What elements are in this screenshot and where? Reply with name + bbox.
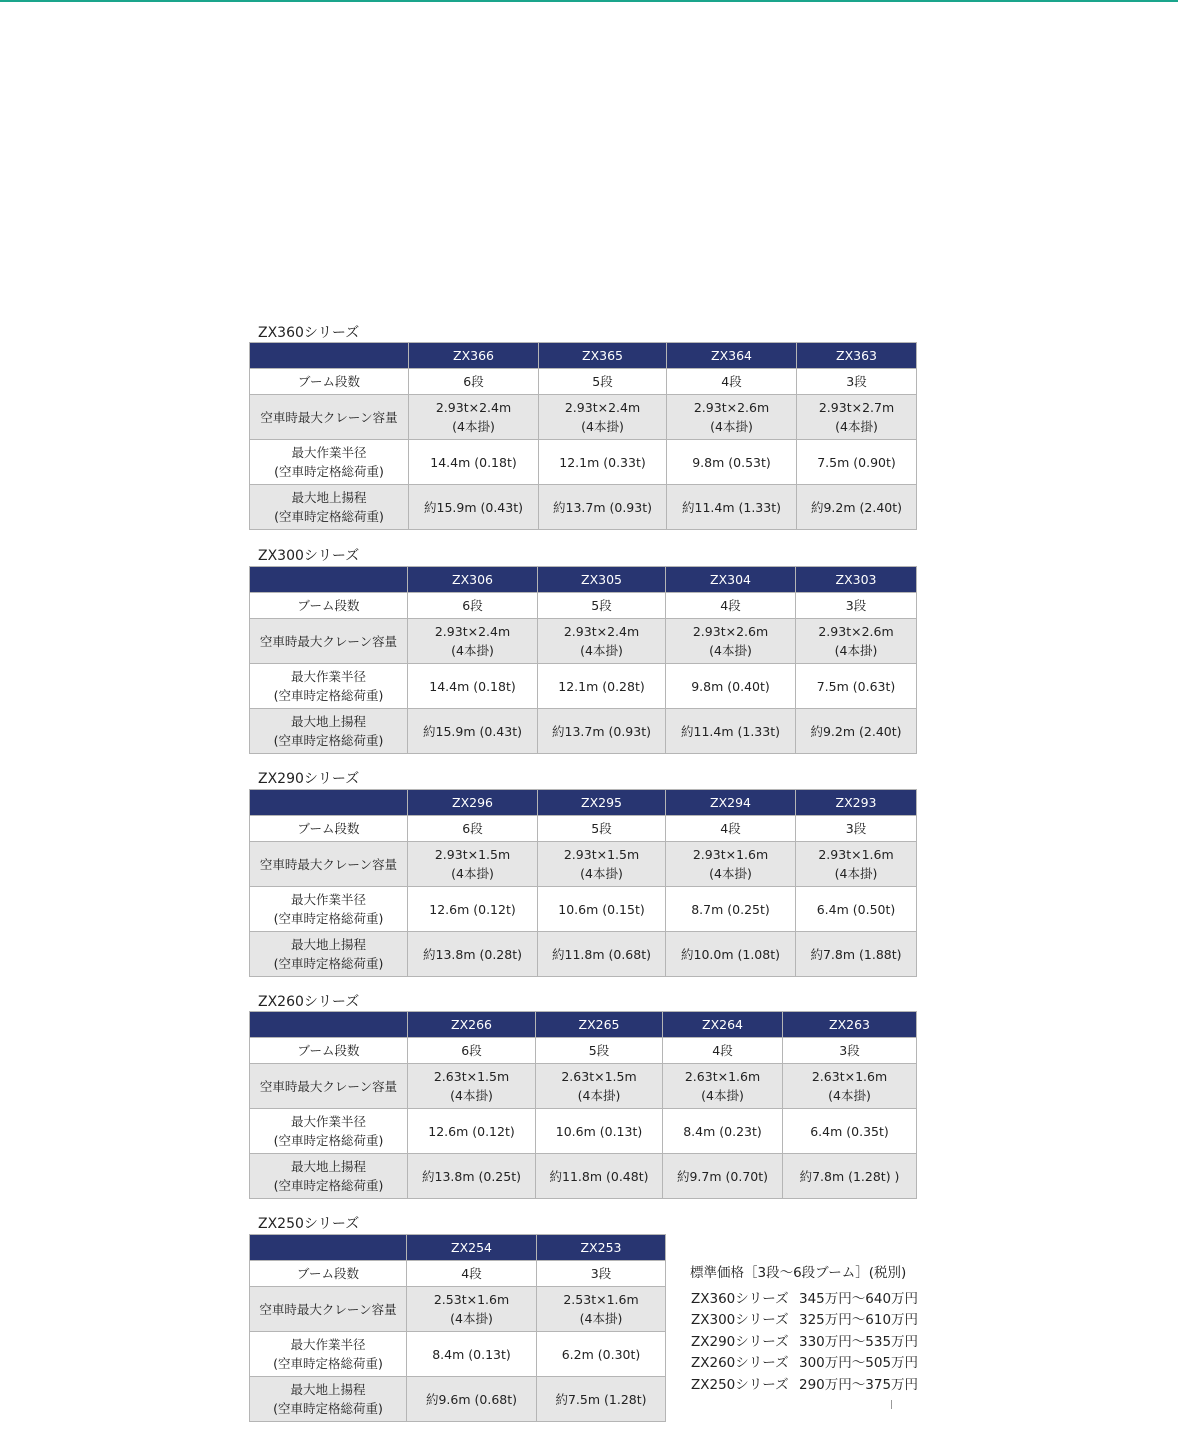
capacity-value: 2.93t×1.6m <box>692 847 769 862</box>
model-header: ZX293 <box>796 790 917 816</box>
table-header-row <box>250 790 917 816</box>
cell-radius: 10.6m (0.15t) <box>538 887 666 932</box>
cell-radius: 8.7m (0.25t) <box>666 887 796 932</box>
capacity-note: (4本掛) <box>834 866 878 881</box>
cell-lift: 約15.9m (0.43t) <box>409 485 539 530</box>
series-title-zx360: ZX360シリーズ <box>258 325 360 341</box>
cell-capacity <box>538 619 666 664</box>
cell-boom: 3段 <box>797 369 917 395</box>
row-label-line: (空車時定格総荷重) <box>273 1401 383 1416</box>
model-header: ZX364 <box>667 343 797 369</box>
row-label-line: 最大作業半径 <box>290 1337 366 1352</box>
cell-boom: 4段 <box>666 816 796 842</box>
model-header: ZX296 <box>408 790 538 816</box>
row-label-boom: ブーム段数 <box>250 816 408 842</box>
model-header: ZX265 <box>536 1012 663 1038</box>
row-label-line: 最大作業半径 <box>290 1114 366 1129</box>
cell-capacity <box>783 1064 917 1109</box>
row-label-radius <box>250 1332 407 1377</box>
row-label-capacity: 空車時最大クレーン容量 <box>250 1287 407 1332</box>
table-header-row <box>250 567 917 593</box>
cell-capacity <box>407 1287 537 1332</box>
price-list <box>690 1263 918 1396</box>
table-row-radius <box>250 887 917 932</box>
header-corner <box>250 790 408 816</box>
table-row-lift <box>250 932 917 977</box>
row-label-radius <box>250 440 409 485</box>
cell-capacity <box>666 619 796 664</box>
model-header: ZX306 <box>408 567 538 593</box>
cell-capacity <box>667 395 797 440</box>
cell-radius: 6.4m (0.35t) <box>783 1109 917 1154</box>
cell-boom: 5段 <box>536 1038 663 1064</box>
price-list-title: 標準価格［3段～6段ブーム］(税別) <box>690 1265 907 1281</box>
cell-radius: 12.1m (0.28t) <box>538 664 666 709</box>
price-row <box>690 1310 918 1332</box>
cell-radius: 7.5m (0.90t) <box>797 440 917 485</box>
table-header-row <box>250 1235 666 1261</box>
row-label-capacity: 空車時最大クレーン容量 <box>250 395 409 440</box>
capacity-value: 2.93t×2.4m <box>563 624 640 639</box>
divider-mark <box>891 1400 892 1409</box>
price-row <box>690 1332 918 1354</box>
model-header: ZX366 <box>409 343 539 369</box>
capacity-note: (4本掛) <box>580 643 623 658</box>
capacity-value: 2.63t×1.5m <box>561 1069 637 1084</box>
table-row-lift <box>250 1154 917 1199</box>
capacity-note: (4本掛) <box>450 1311 493 1326</box>
header-corner <box>250 343 409 369</box>
header-corner <box>250 567 408 593</box>
price-series-name: ZX290シリーズ <box>691 1333 789 1350</box>
cell-lift: 約9.7m (0.70t) <box>663 1154 783 1199</box>
cell-radius: 7.5m (0.63t) <box>796 664 917 709</box>
table-row-capacity <box>250 1287 666 1332</box>
capacity-value: 2.53t×1.6m <box>433 1292 510 1307</box>
cell-lift: 約15.9m (0.43t) <box>408 709 538 754</box>
row-label-line: (空車時定格総荷重) <box>274 464 384 479</box>
header-corner <box>250 1012 408 1038</box>
cell-boom: 3段 <box>796 593 917 619</box>
model-header: ZX263 <box>783 1012 917 1038</box>
cell-boom: 5段 <box>538 816 666 842</box>
capacity-value: 2.93t×2.7m <box>818 400 895 415</box>
model-header: ZX295 <box>538 790 666 816</box>
spec-table-zx300 <box>249 566 917 754</box>
cell-boom: 4段 <box>407 1261 537 1287</box>
capacity-value: 2.93t×2.4m <box>434 624 511 639</box>
table-row-radius <box>250 1109 917 1154</box>
cell-capacity <box>539 395 667 440</box>
price-series-name: ZX360シリーズ <box>691 1290 789 1307</box>
model-header: ZX254 <box>407 1235 537 1261</box>
row-label-line: (空車時定格総荷重) <box>273 1356 383 1371</box>
model-header: ZX363 <box>797 343 917 369</box>
row-label-boom: ブーム段数 <box>250 1038 408 1064</box>
cell-capacity <box>408 1064 536 1109</box>
header-corner <box>250 1235 407 1261</box>
cell-capacity <box>538 842 666 887</box>
price-series-name: ZX260シリーズ <box>691 1355 789 1371</box>
row-label-radius <box>250 1109 408 1154</box>
cell-lift: 約11.4m (1.33t) <box>666 709 796 754</box>
cell-radius: 8.4m (0.23t) <box>663 1109 783 1154</box>
capacity-value: 2.93t×1.6m <box>818 847 894 862</box>
cell-lift: 約7.5m (1.28t) <box>537 1377 666 1422</box>
capacity-value: 2.93t×1.5m <box>434 847 511 862</box>
row-label-lift <box>250 709 408 754</box>
cell-capacity <box>536 1064 663 1109</box>
row-label-line: 最大作業半径 <box>290 892 366 907</box>
cell-lift: 約13.8m (0.28t) <box>408 932 538 977</box>
row-label-line: (空車時定格総荷重) <box>273 1133 384 1148</box>
row-label-line: 最大作業半径 <box>290 669 366 684</box>
price-range: 345万円～640万円 <box>799 1290 919 1307</box>
capacity-value: 2.93t×1.5m <box>563 847 640 862</box>
price-row <box>690 1289 918 1311</box>
capacity-note: (4本掛) <box>710 419 753 434</box>
cell-boom: 3段 <box>783 1038 917 1064</box>
row-label-boom: ブーム段数 <box>250 369 409 395</box>
price-range: 325万円～610万円 <box>799 1312 919 1328</box>
cell-radius: 6.2m (0.30t) <box>537 1332 666 1377</box>
capacity-note: (4本掛) <box>709 643 752 658</box>
cell-capacity <box>537 1287 666 1332</box>
spec-table-zx260 <box>249 1011 917 1199</box>
capacity-note: (4本掛) <box>701 1088 744 1103</box>
cell-boom: 4段 <box>666 593 796 619</box>
table-row-radius <box>250 664 917 709</box>
cell-lift: 約13.7m (0.93t) <box>539 485 667 530</box>
capacity-note: (4本掛) <box>579 1311 623 1326</box>
capacity-value: 2.93t×2.4m <box>564 400 641 415</box>
row-label-capacity: 空車時最大クレーン容量 <box>250 619 408 664</box>
cell-boom: 4段 <box>667 369 797 395</box>
table-row-lift <box>250 1377 666 1422</box>
cell-lift: 約11.8m (0.48t) <box>536 1154 663 1199</box>
row-label-radius <box>250 887 408 932</box>
row-label-line: 最大作業半径 <box>291 445 367 460</box>
price-range: 290万円～375万円 <box>799 1376 919 1393</box>
series-title-zx260: ZX260シリーズ <box>258 994 360 1010</box>
row-label-boom: ブーム段数 <box>250 593 408 619</box>
cell-boom: 3段 <box>537 1261 666 1287</box>
cell-lift: 約10.0m (1.08t) <box>666 932 796 977</box>
spec-table-zx290 <box>249 789 917 977</box>
cell-radius: 10.6m (0.13t) <box>536 1109 663 1154</box>
cell-boom: 4段 <box>663 1038 783 1064</box>
table-row-boom <box>250 816 917 842</box>
capacity-note: (4本掛) <box>834 643 878 658</box>
cell-boom: 3段 <box>796 816 917 842</box>
capacity-value: 2.93t×2.6m <box>693 400 770 415</box>
model-header: ZX303 <box>796 567 917 593</box>
row-label-line: (空車時定格総荷重) <box>273 956 384 971</box>
cell-radius: 9.8m (0.53t) <box>667 440 797 485</box>
cell-radius: 14.4m (0.18t) <box>409 440 539 485</box>
table-row-radius <box>250 1332 666 1377</box>
capacity-note: (4本掛) <box>835 419 878 434</box>
capacity-value: 2.53t×1.6m <box>563 1292 639 1307</box>
table-row-capacity <box>250 619 917 664</box>
capacity-value: 2.93t×2.4m <box>435 400 512 415</box>
capacity-note: (4本掛) <box>577 1088 621 1103</box>
cell-lift: 約7.8m (1.88t) <box>796 932 917 977</box>
cell-lift: 約9.2m (2.40t) <box>796 709 917 754</box>
cell-capacity <box>796 842 917 887</box>
row-label-line: (空車時定格総荷重) <box>274 509 384 524</box>
cell-radius: 6.4m (0.50t) <box>796 887 917 932</box>
cell-boom: 6段 <box>408 593 538 619</box>
row-label-line: (空車時定格総荷重) <box>273 1178 384 1193</box>
series-title-zx250: ZX250シリーズ <box>258 1216 360 1232</box>
table-row-radius <box>250 440 917 485</box>
capacity-value: 2.63t×1.5m <box>433 1069 510 1084</box>
price-row <box>690 1375 918 1397</box>
price-row <box>690 1353 918 1375</box>
cell-capacity <box>666 842 796 887</box>
table-header-row <box>250 343 917 369</box>
cell-lift: 約11.8m (0.68t) <box>538 932 666 977</box>
cell-capacity <box>408 619 538 664</box>
table-row-boom <box>250 593 917 619</box>
cell-capacity <box>408 842 538 887</box>
capacity-note: (4本掛) <box>450 1088 493 1103</box>
row-label-lift <box>250 932 408 977</box>
row-label-lift <box>250 1377 407 1422</box>
cell-capacity <box>797 395 917 440</box>
row-label-line: 最大地上揚程 <box>291 490 367 505</box>
cell-boom: 6段 <box>409 369 539 395</box>
model-header: ZX253 <box>537 1235 666 1261</box>
cell-lift: 約9.2m (2.40t) <box>797 485 917 530</box>
capacity-value: 2.93t×2.6m <box>818 624 894 639</box>
capacity-note: (4本掛) <box>709 866 752 881</box>
cell-radius: 12.1m (0.33t) <box>539 440 667 485</box>
table-row-capacity <box>250 842 917 887</box>
series-title-zx300: ZX300シリーズ <box>258 548 360 564</box>
row-label-capacity: 空車時最大クレーン容量 <box>250 842 408 887</box>
table-row-lift <box>250 485 917 530</box>
cell-radius: 9.8m (0.40t) <box>666 664 796 709</box>
capacity-value: 2.63t×1.6m <box>811 1069 888 1084</box>
row-label-line: (空車時定格総荷重) <box>273 688 384 703</box>
model-header: ZX266 <box>408 1012 536 1038</box>
model-header: ZX304 <box>666 567 796 593</box>
row-label-line: 最大地上揚程 <box>290 1382 366 1397</box>
capacity-note: (4本掛) <box>828 1088 871 1103</box>
cell-boom: 6段 <box>408 816 538 842</box>
cell-boom: 5段 <box>539 369 667 395</box>
cell-radius: 8.4m (0.13t) <box>407 1332 537 1377</box>
capacity-note: (4本掛) <box>451 643 494 658</box>
capacity-note: (4本掛) <box>581 419 624 434</box>
row-label-line: 最大地上揚程 <box>290 714 366 729</box>
row-label-line: (空車時定格総荷重) <box>273 911 384 926</box>
table-row-boom <box>250 1261 666 1287</box>
cell-capacity <box>409 395 539 440</box>
cell-lift: 約9.6m (0.68t) <box>407 1377 537 1422</box>
cell-radius: 14.4m (0.18t) <box>408 664 538 709</box>
row-label-radius <box>250 664 408 709</box>
cell-capacity <box>796 619 917 664</box>
model-header: ZX365 <box>539 343 667 369</box>
table-row-boom <box>250 369 917 395</box>
row-label-capacity: 空車時最大クレーン容量 <box>250 1064 408 1109</box>
row-label-lift <box>250 1154 408 1199</box>
price-range: 330万円～535万円 <box>799 1333 919 1350</box>
spec-table-zx360 <box>249 342 917 530</box>
cell-boom: 6段 <box>408 1038 536 1064</box>
cell-lift: 約7.8m (1.28t) ) <box>783 1154 917 1199</box>
model-header: ZX305 <box>538 567 666 593</box>
table-row-capacity <box>250 395 917 440</box>
cell-capacity <box>663 1064 783 1109</box>
table-row-boom <box>250 1038 917 1064</box>
row-label-boom: ブーム段数 <box>250 1261 407 1287</box>
table-row-capacity <box>250 1064 917 1109</box>
cell-lift: 約13.8m (0.25t) <box>408 1154 536 1199</box>
table-header-row <box>250 1012 917 1038</box>
row-label-line: 最大地上揚程 <box>290 937 366 952</box>
capacity-note: (4本掛) <box>452 419 495 434</box>
cell-lift: 約11.4m (1.33t) <box>667 485 797 530</box>
row-label-lift <box>250 485 409 530</box>
row-label-line: (空車時定格総荷重) <box>273 733 384 748</box>
price-series-name: ZX300シリーズ <box>691 1312 789 1328</box>
model-header: ZX294 <box>666 790 796 816</box>
cell-boom: 5段 <box>538 593 666 619</box>
row-label-line: 最大地上揚程 <box>290 1159 366 1174</box>
capacity-value: 2.93t×2.6m <box>692 624 769 639</box>
series-title-zx290: ZX290シリーズ <box>258 771 360 787</box>
capacity-value: 2.63t×1.6m <box>684 1069 761 1084</box>
table-row-lift <box>250 709 917 754</box>
cell-radius: 12.6m (0.12t) <box>408 887 538 932</box>
capacity-note: (4本掛) <box>451 866 494 881</box>
price-series-name: ZX250シリーズ <box>691 1376 789 1393</box>
top-accent-line <box>0 0 1178 2</box>
price-range: 300万円～505万円 <box>799 1355 919 1371</box>
model-header: ZX264 <box>663 1012 783 1038</box>
cell-lift: 約13.7m (0.93t) <box>538 709 666 754</box>
spec-table-zx250 <box>249 1234 666 1422</box>
capacity-note: (4本掛) <box>580 866 623 881</box>
cell-radius: 12.6m (0.12t) <box>408 1109 536 1154</box>
